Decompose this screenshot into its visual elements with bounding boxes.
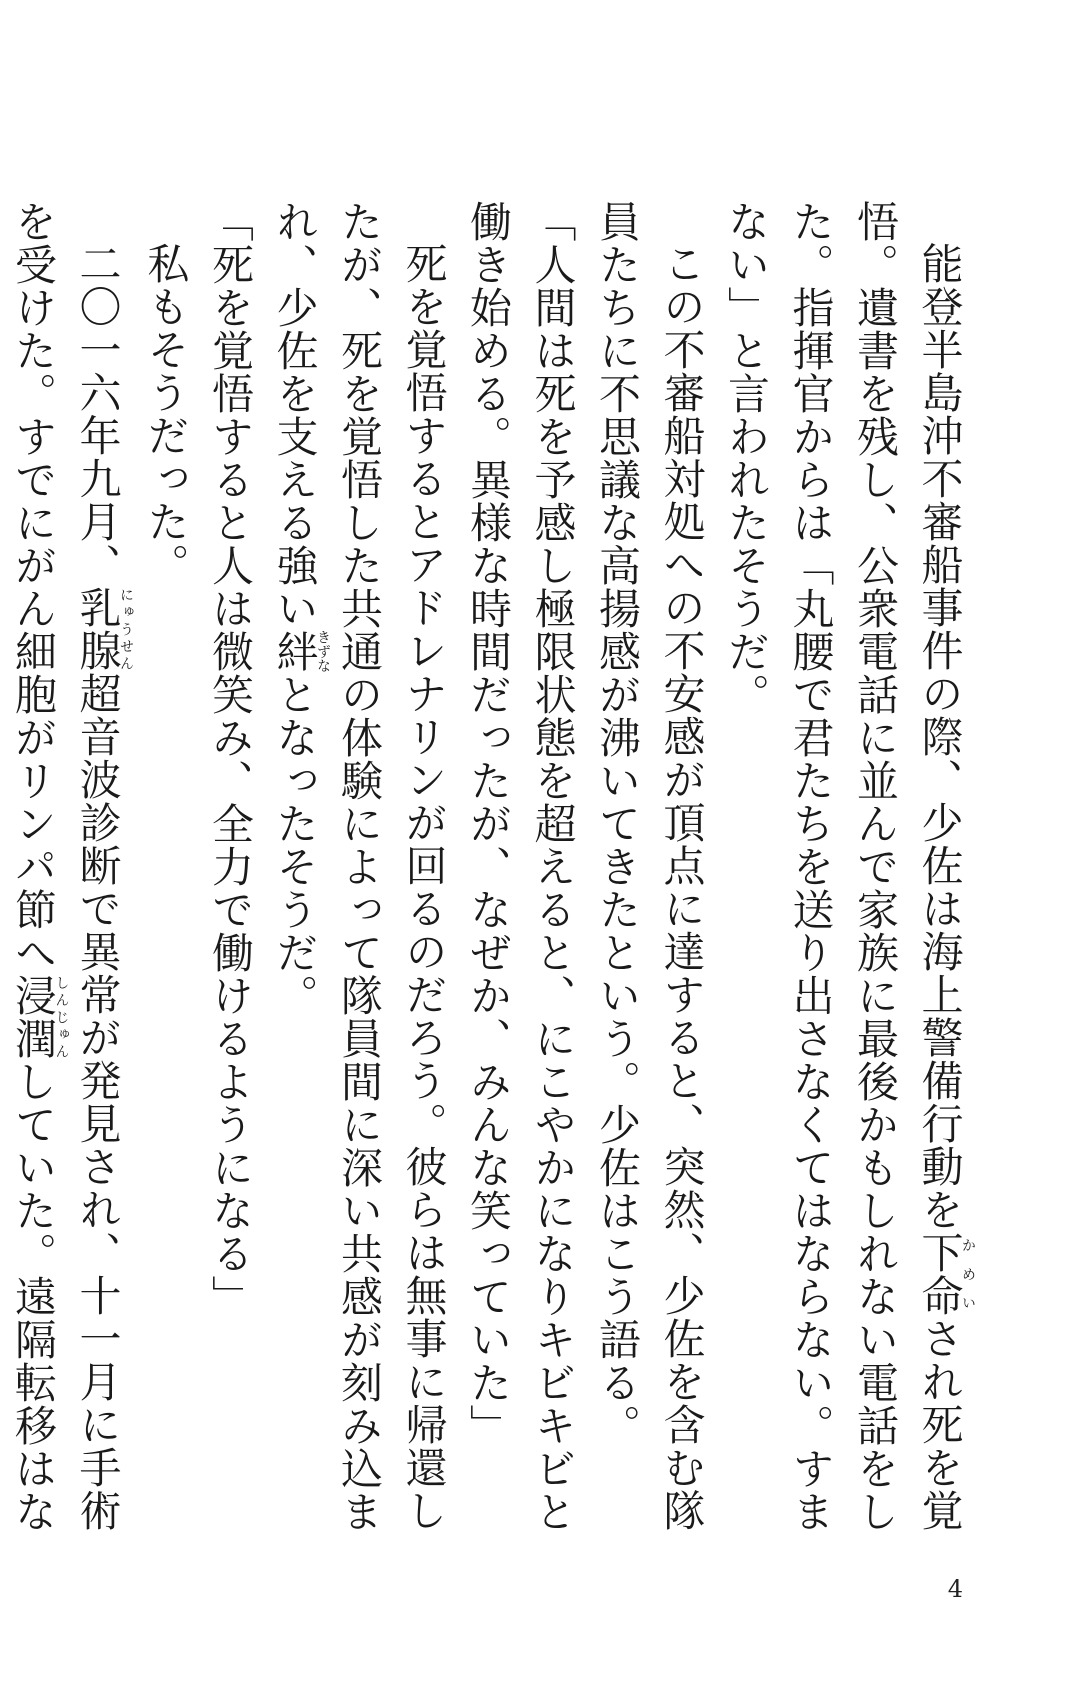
body-text — [9, 200, 976, 1560]
text-segment: 能登半島沖不審船事件の際、少佐は海上警備行動を — [915, 242, 965, 1231]
paragraph — [456, 200, 585, 1560]
ruby-annotation — [9, 974, 70, 1060]
ruby-reading: きずな — [315, 630, 331, 673]
text-segment: となったそうだ。 — [270, 673, 320, 1017]
paragraph — [0, 200, 133, 1560]
text-segment: この不審船対処への不安感が頂点に達すると、突然、少佐を含む隊員たちに不思議な高揚感が沸いてきたという。少佐はこう語る。 — [593, 200, 707, 1532]
ruby-reading: かめい — [960, 1231, 976, 1317]
paragraph — [133, 200, 198, 1560]
paragraph — [585, 200, 714, 1560]
page-number: 4 — [947, 1575, 963, 1603]
text-segment: 死を覚悟するとアドレナリンが回るのだろう。彼らは無事に帰還したが、死を覚悟した共通の体験によって隊員間に深い共感が刻み込まれ、少佐を支える強い — [270, 200, 449, 1533]
paragraph — [714, 200, 976, 1560]
ruby-base: 絆 — [270, 630, 320, 673]
text-segment: 二〇一六年九月、 — [73, 242, 123, 586]
ruby-base: 下命 — [915, 1231, 965, 1317]
ruby-annotation — [270, 630, 331, 673]
paragraph — [262, 200, 456, 1560]
text-segment: 超音波診断で異常が発見され、十一月に手術を受けた。すでにがん細胞がリンパ節へ — [9, 200, 123, 1532]
ruby-reading: しんじゅん — [53, 974, 70, 1060]
paragraph — [198, 200, 263, 1560]
ruby-annotation — [915, 1231, 976, 1317]
text-segment: され死を覚悟。遺書を残し、公衆電話に並んで家族に最後かもしれない電話をした。指揮官からは「丸腰で君たちを送り出さなくてはならない。すまない」と言われたそうだ。 — [722, 200, 965, 1533]
ruby-annotation — [73, 586, 134, 672]
ruby-base: 浸潤 — [9, 974, 58, 1060]
ruby-reading: にゅうせん — [118, 586, 134, 672]
text-segment: 私もそうだった。 — [141, 242, 191, 586]
text-segment: 「死を覚悟すると人は微笑み、全力で働けるようになる」 — [206, 200, 255, 1318]
text-segment: 「人間は死を予感し極限状態を超えると、にこやかになりキビキビと働き始める。異様な時間だったが、なぜか、みんな笑っていた」 — [464, 200, 578, 1533]
ruby-base: 乳腺 — [73, 586, 123, 672]
text-segment: していた。遠隔転移はな — [9, 1060, 58, 1533]
